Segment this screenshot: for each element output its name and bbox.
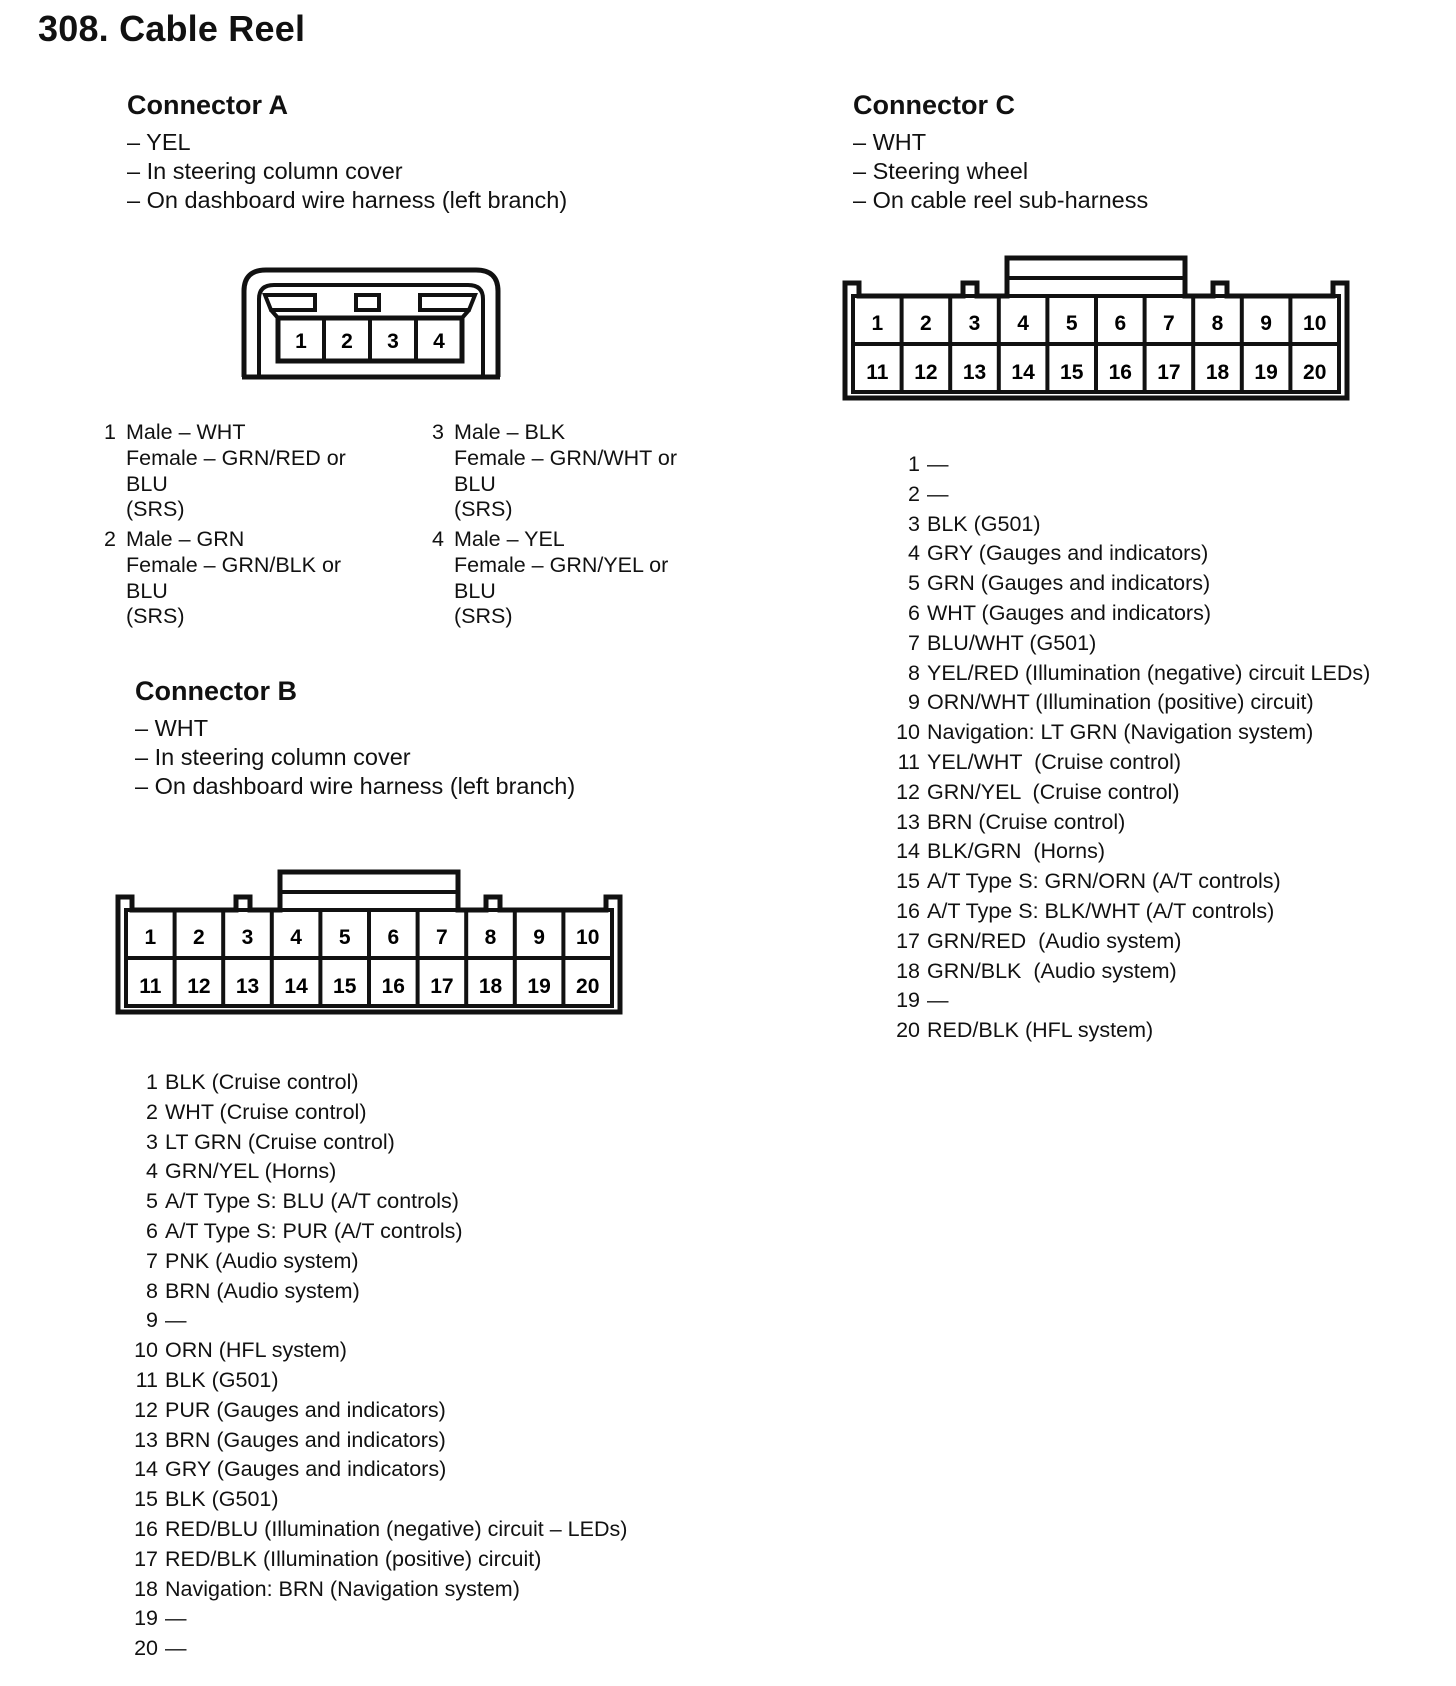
pin-description: A/T Type S: BLK/WHT (A/T controls) <box>927 898 1275 923</box>
pin-line: Female – GRN/WHT or <box>454 445 677 470</box>
pin-number: 4 <box>146 1159 158 1184</box>
connector-b-pin-row <box>126 1634 627 1664</box>
connector-c-cavity-label: 12 <box>914 361 938 384</box>
connector-c-pin-row <box>888 808 1370 838</box>
connector-c-cavity-label: 11 <box>866 361 889 384</box>
connector-b-cavity-label: 3 <box>241 926 254 949</box>
connector-b-pin-row <box>126 1366 627 1396</box>
pin-number: 15 <box>134 1487 158 1512</box>
pin-description: YEL/RED (Illumination (negative) circuit LEDs) <box>927 660 1371 685</box>
connector-b-cavity-label: 12 <box>187 975 211 998</box>
pin-number: 1 <box>146 1070 158 1094</box>
connector-c-pin-row <box>888 569 1370 599</box>
pin-number: 16 <box>896 898 920 923</box>
pin-number: 20 <box>896 1018 920 1043</box>
connector-b-cavity-label: 9 <box>533 926 545 949</box>
pin-line: BLU <box>454 578 496 603</box>
pin-number: 15 <box>896 869 920 894</box>
connector-b-cavity-label: 5 <box>338 926 351 949</box>
connector-c-note: – Steering wheel <box>853 158 1029 184</box>
pin-number: 3 <box>146 1129 158 1154</box>
pin-description: BLK (Cruise control) <box>165 1070 359 1094</box>
connector-c-pin-row <box>888 688 1370 718</box>
connector-a-diagram <box>240 265 502 383</box>
connector-a-pin-entry <box>432 420 677 523</box>
connector-b-cavity-label: 8 <box>484 926 497 949</box>
connector-b-pin-row <box>126 1068 627 1098</box>
connector-b-pin-row <box>126 1336 627 1366</box>
connector-b-pin-row <box>126 1306 627 1336</box>
pin-number: 10 <box>134 1338 158 1363</box>
connector-c-pin-list <box>888 450 1370 1046</box>
connector-a-title: Connector A <box>127 90 288 120</box>
pin-description: Navigation: LT GRN (Navigation system) <box>927 720 1314 745</box>
connector-c-pin-row <box>888 659 1370 689</box>
connector-b-pin-list <box>126 1068 627 1664</box>
connector-a-pin-entry <box>432 527 668 630</box>
connector-c-pin-row <box>888 480 1370 510</box>
pin-number: 13 <box>896 809 920 834</box>
pin-number: 9 <box>908 690 920 715</box>
pin-number: 11 <box>135 1367 158 1392</box>
pin-description: RED/BLK (HFL system) <box>927 1018 1154 1043</box>
pin-number: 1 <box>104 420 116 444</box>
pin-number: 19 <box>896 988 920 1013</box>
connector-b-cavity-label: 20 <box>576 975 600 998</box>
connector-c-pin-row <box>888 718 1370 748</box>
pin-number: 6 <box>908 600 920 625</box>
pin-number: 5 <box>146 1189 158 1214</box>
connector-c-pin-row <box>888 539 1370 569</box>
pin-number: 14 <box>896 839 920 864</box>
connector-b-cavity-label: 18 <box>478 975 503 998</box>
connector-c-pin-row <box>888 778 1370 808</box>
connector-c-cavity-label: 4 <box>1017 312 1029 335</box>
pin-line: (SRS) <box>126 604 185 629</box>
pin-description: — <box>927 481 949 506</box>
connector-b-pin-row <box>126 1396 627 1426</box>
pin-number: 18 <box>134 1576 158 1601</box>
connector-a-note: – YEL <box>127 129 191 155</box>
connector-b-cavity-label: 1 <box>144 926 157 949</box>
connector-b-note: – In steering column cover <box>135 744 411 770</box>
pin-line: (SRS) <box>126 497 185 522</box>
pin-number: 14 <box>134 1457 158 1482</box>
connector-c-pin-row <box>888 510 1370 540</box>
connector-c-cavity-label: 14 <box>1011 361 1035 384</box>
pin-number: 3 <box>432 420 444 444</box>
connector-b-pin-row <box>126 1455 627 1485</box>
connector-c-cavity-label: 20 <box>1303 361 1327 384</box>
connector-b-cavity-label: 10 <box>576 926 600 949</box>
pin-number: 20 <box>134 1636 158 1661</box>
connector-c-cavity-label: 16 <box>1108 361 1132 384</box>
pin-description: BLK (G501) <box>927 511 1041 536</box>
pin-description: — <box>165 1308 187 1333</box>
pin-number: 6 <box>146 1218 158 1243</box>
connector-b-pin-row <box>126 1426 627 1456</box>
connector-b-pin-row <box>126 1277 627 1307</box>
connector-c-pin-row <box>888 450 1370 480</box>
pin-number: 12 <box>896 779 920 804</box>
pin-description: PNK (Audio system) <box>165 1248 359 1273</box>
connector-c-pin-row <box>888 1016 1370 1046</box>
connector-c-cavity-label: 9 <box>1260 312 1272 335</box>
connector-c-pin-row <box>888 629 1370 659</box>
pin-line: BLU <box>126 578 168 603</box>
connector-c-cavity-label: 7 <box>1163 312 1175 335</box>
connector-c-cavity-label: 15 <box>1060 361 1084 384</box>
connector-a-cavity-label: 4 <box>433 330 445 353</box>
connector-c-pin-row <box>888 927 1370 957</box>
connector-b-pin-row <box>126 1515 627 1545</box>
pin-description: WHT (Cruise control) <box>165 1099 367 1124</box>
pin-description: — <box>165 1636 187 1661</box>
pin-description: — <box>927 452 949 476</box>
pin-description: ORN (HFL system) <box>165 1338 347 1363</box>
pin-number: 2 <box>104 527 116 551</box>
pin-number: 19 <box>134 1606 158 1631</box>
pin-description: RED/BLU (Illumination (negative) circuit – LEDs) <box>165 1516 628 1541</box>
connector-c-pin-row <box>888 837 1370 867</box>
pin-description: LT GRN (Cruise control) <box>165 1129 395 1154</box>
pin-number: 4 <box>432 527 444 551</box>
pin-line: Male – GRN <box>126 527 245 551</box>
pin-description: Navigation: BRN (Navigation system) <box>165 1576 520 1601</box>
connector-b-cavity-label: 4 <box>290 926 302 949</box>
connector-c-cavity-label: 6 <box>1114 312 1127 335</box>
connector-c-diagram <box>841 252 1351 402</box>
connector-c-pin-row <box>888 986 1370 1016</box>
connector-b-pin-row <box>126 1545 627 1575</box>
connector-b-note: – WHT <box>135 715 209 741</box>
connector-c-pin-row <box>888 867 1370 897</box>
pin-number: 4 <box>908 541 920 566</box>
pin-number: 17 <box>896 928 920 953</box>
connector-c-note: – On cable reel sub-harness <box>853 187 1149 213</box>
pin-description: GRN/YEL (Cruise control) <box>927 779 1180 804</box>
pin-description: A/T Type S: GRN/ORN (A/T controls) <box>927 869 1281 894</box>
pin-line: Male – WHT <box>126 420 246 444</box>
pin-number: 7 <box>908 630 920 655</box>
pin-number: 3 <box>908 511 920 536</box>
connector-b-title: Connector B <box>135 676 297 706</box>
pin-number: 13 <box>134 1427 158 1452</box>
connector-b-pin-row <box>126 1247 627 1277</box>
connector-b-pin-row <box>126 1157 627 1187</box>
pin-number: 7 <box>146 1248 158 1273</box>
connector-a-notes <box>127 128 567 215</box>
pin-number: 10 <box>896 720 920 745</box>
connector-c-cavity-label: 10 <box>1303 312 1327 335</box>
connector-c-pin-row <box>888 748 1370 778</box>
connector-c-title: Connector C <box>853 90 1015 120</box>
connector-b-cavity-label: 11 <box>139 975 162 998</box>
pin-description: GRN/BLK (Audio system) <box>927 958 1177 983</box>
pin-number: 17 <box>134 1546 158 1571</box>
pin-description: GRN/RED (Audio system) <box>927 928 1182 953</box>
pin-description: A/T Type S: BLU (A/T controls) <box>165 1189 459 1214</box>
connector-b-pin-row <box>126 1128 627 1158</box>
pin-description: PUR (Gauges and indicators) <box>165 1397 446 1422</box>
pin-line: Male – BLK <box>454 420 566 444</box>
pin-line: Female – GRN/BLK or <box>126 552 342 577</box>
connector-c-pin-row <box>888 957 1370 987</box>
connector-c-cavity-label: 2 <box>920 312 932 335</box>
connector-a-cavity-label: 2 <box>341 330 353 353</box>
pin-number: 16 <box>134 1516 158 1541</box>
pin-description: WHT (Gauges and indicators) <box>927 600 1211 625</box>
pin-description: GRN (Gauges and indicators) <box>927 571 1211 596</box>
pin-number: 8 <box>908 660 920 685</box>
pin-description: YEL/WHT (Cruise control) <box>927 749 1182 774</box>
connector-c-cavity-label: 8 <box>1211 312 1224 335</box>
connector-a-pin-entry <box>104 527 341 630</box>
pin-number: 5 <box>908 571 920 596</box>
connector-a-note: – On dashboard wire harness (left branch) <box>127 187 568 213</box>
connector-b-cavity-label: 6 <box>387 926 400 949</box>
pin-description: GRN/YEL (Horns) <box>165 1159 337 1184</box>
connector-b-pin-row <box>126 1485 627 1515</box>
pin-description: A/T Type S: PUR (A/T controls) <box>165 1218 463 1243</box>
pin-number: 1 <box>908 452 920 476</box>
connector-c-notes <box>853 128 1148 215</box>
pin-line: BLU <box>454 471 496 496</box>
pin-description: — <box>927 988 949 1013</box>
connector-c-pin-row <box>888 897 1370 927</box>
pin-number: 2 <box>908 481 920 506</box>
pin-description: BRN (Cruise control) <box>927 809 1126 834</box>
pin-line: (SRS) <box>454 604 513 629</box>
connector-a-cavity-label: 1 <box>295 330 307 353</box>
connector-a-cavity-label: 3 <box>387 330 399 353</box>
connector-a-pin-entry <box>104 420 346 523</box>
connector-c-cavity-label: 13 <box>962 361 987 384</box>
connector-b-diagram <box>114 866 624 1016</box>
connector-b-cavity-label: 2 <box>193 926 205 949</box>
connector-b-pin-row <box>126 1187 627 1217</box>
connector-c-cavity-label: 17 <box>1157 361 1181 384</box>
pin-line: (SRS) <box>454 497 513 522</box>
connector-b-notes <box>135 714 575 801</box>
pin-number: 18 <box>896 958 920 983</box>
pin-description: BRN (Audio system) <box>165 1278 360 1303</box>
pin-number: 2 <box>146 1099 158 1124</box>
connector-b-pin-row <box>126 1098 627 1128</box>
pin-description: GRY (Gauges and indicators) <box>165 1457 447 1482</box>
connector-b-pin-row <box>126 1217 627 1247</box>
pin-description: GRY (Gauges and indicators) <box>927 541 1209 566</box>
pin-description: RED/BLK (Illumination (positive) circuit) <box>165 1546 542 1571</box>
connector-b-cavity-label: 16 <box>381 975 405 998</box>
connector-b-cavity-label: 17 <box>430 975 454 998</box>
pin-number: 11 <box>897 749 920 774</box>
connector-b-pin-row <box>126 1575 627 1605</box>
connector-b-cavity-label: 7 <box>436 926 448 949</box>
connector-b-cavity-label: 13 <box>235 975 260 998</box>
pin-line: Female – GRN/RED or <box>126 445 346 470</box>
pin-description: BLK/GRN (Horns) <box>927 839 1106 864</box>
pin-description: BLK (G501) <box>165 1487 279 1512</box>
connector-b-pin-row <box>126 1604 627 1634</box>
pin-description: BLU/WHT (G501) <box>927 630 1097 655</box>
connector-b-cavity-label: 19 <box>527 975 551 998</box>
connector-c-cavity-label: 19 <box>1254 361 1278 384</box>
pin-number: 9 <box>146 1308 158 1333</box>
pin-number: 8 <box>146 1278 158 1303</box>
pin-line: BLU <box>126 471 168 496</box>
pin-number: 12 <box>134 1397 158 1422</box>
pin-line: Female – GRN/YEL or <box>454 552 669 577</box>
connector-c-cavity-label: 18 <box>1205 361 1230 384</box>
connector-c-cavity-label: 3 <box>968 312 981 335</box>
pin-description: BLK (G501) <box>165 1367 279 1392</box>
connector-c-cavity-label: 5 <box>1065 312 1078 335</box>
connector-b-cavity-label: 14 <box>284 975 308 998</box>
connector-c-note: – WHT <box>853 129 927 155</box>
pin-description: BRN (Gauges and indicators) <box>165 1427 446 1452</box>
connector-c-cavity-label: 1 <box>871 312 884 335</box>
connector-c-pin-row <box>888 599 1370 629</box>
pin-description: — <box>165 1606 187 1631</box>
page-title: 308. Cable Reel <box>38 8 306 49</box>
connector-a-note: – In steering column cover <box>127 158 403 184</box>
pin-description: ORN/WHT (Illumination (positive) circuit) <box>927 690 1314 715</box>
pin-line: Male – YEL <box>454 527 565 551</box>
connector-b-cavity-label: 15 <box>333 975 357 998</box>
connector-b-note: – On dashboard wire harness (left branch) <box>135 773 576 799</box>
